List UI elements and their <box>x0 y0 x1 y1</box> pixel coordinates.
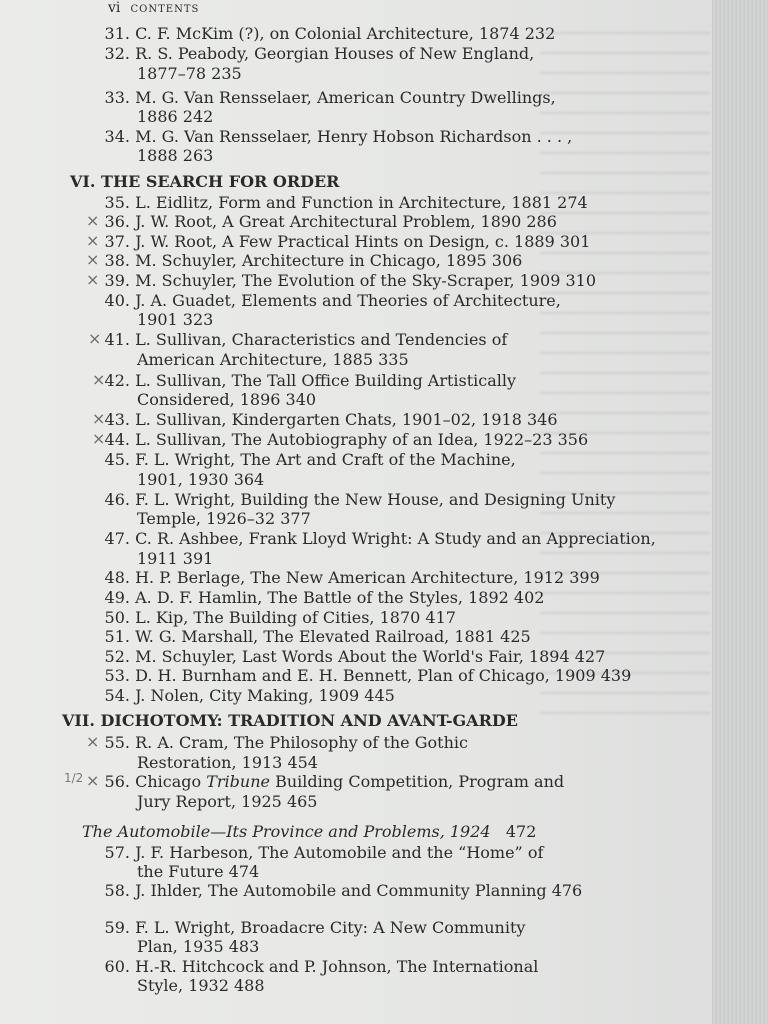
toc-entry: 59. F. L. Wright, Broadacre City: A New Community <box>104 918 526 937</box>
toc-entry: 38. M. Schuyler, Architecture in Chicago, 1895 306 <box>104 251 523 270</box>
page-number: vi <box>108 0 121 16</box>
toc-entry: 44. L. Sullivan, The Autobiography of an Idea, 1922–23 356 <box>104 430 589 449</box>
toc-entry-continued: 1886 242 <box>137 107 214 126</box>
toc-entry-continued: 1888 263 <box>137 146 214 165</box>
toc-entry-continued: the Future 474 <box>137 862 260 881</box>
toc-entry: 58. J. Ihlder, The Automobile and Community Planning 476 <box>104 881 583 900</box>
pencil-check-mark: × <box>86 732 100 751</box>
toc-entry-continued: American Architecture, 1885 335 <box>137 350 409 369</box>
running-header <box>108 0 199 16</box>
section-heading: VII. DICHOTOMY: TRADITION AND AVANT-GARDE <box>62 711 518 730</box>
toc-entry: 46. F. L. Wright, Building the New House, and Designing Unity <box>104 490 616 509</box>
pencil-check-mark: × <box>86 771 100 790</box>
pencil-check-mark: × <box>86 231 100 250</box>
pencil-check-mark: × <box>86 211 100 230</box>
toc-entry: 36. J. W. Root, A Great Architectural Problem, 1890 286 <box>104 212 557 231</box>
pencil-check-mark: × <box>92 409 106 428</box>
toc-entry-continued: 1901 323 <box>137 310 214 329</box>
toc-entry: 60. H.-R. Hitchcock and P. Johnson, The International <box>104 957 539 976</box>
toc-entry-continued: 1901, 1930 364 <box>137 470 265 489</box>
toc-entry: 37. J. W. Root, A Few Practical Hints on Design, c. 1889 301 <box>104 232 591 251</box>
toc-entry: 40. J. A. Guadet, Elements and Theories of Architecture, <box>104 291 561 310</box>
toc-entry: 32. R. S. Peabody, Georgian Houses of New England, <box>104 44 535 63</box>
header-title: CONTENTS <box>130 4 200 15</box>
toc-entry: 56. Chicago Tribune Building Competition, Program and <box>104 772 565 791</box>
bleed-through-text <box>540 20 710 720</box>
toc-entry: 50. L. Kip, The Building of Cities, 1870 417 <box>104 608 456 627</box>
toc-entry: 53. D. H. Burnham and E. H. Bennett, Plan of Chicago, 1909 439 <box>104 666 632 685</box>
toc-entry-continued: Style, 1932 488 <box>137 976 265 995</box>
toc-entry: 52. M. Schuyler, Last Words About the World's Fair, 1894 427 <box>104 647 606 666</box>
toc-entry-continued: 1911 391 <box>137 549 214 568</box>
toc-entry-continued: Considered, 1896 340 <box>137 390 317 409</box>
toc-entry-continued: Temple, 1926–32 377 <box>137 509 311 528</box>
pencil-half-note: 1/2 <box>64 771 84 785</box>
pencil-check-mark: × <box>88 329 102 348</box>
subsection-heading: The Automobile—Its Province and Problems, 1924 472 <box>82 822 537 841</box>
toc-entry: 41. L. Sullivan, Characteristics and Tendencies of <box>104 330 508 349</box>
toc-entry: 42. L. Sullivan, The Tall Office Building Artistically <box>104 371 517 390</box>
section-heading: VI. THE SEARCH FOR ORDER <box>70 172 340 191</box>
toc-entry: 33. M. G. Van Rensselaer, American Country Dwellings, <box>104 88 556 107</box>
pencil-check-mark: × <box>86 270 100 289</box>
pencil-check-mark: × <box>92 370 106 389</box>
page-edges <box>712 0 768 1024</box>
toc-entry: 54. J. Nolen, City Making, 1909 445 <box>104 686 395 705</box>
toc-entry: 51. W. G. Marshall, The Elevated Railroad, 1881 425 <box>104 627 531 646</box>
toc-entry-continued: Jury Report, 1925 465 <box>137 792 318 811</box>
toc-entry: 47. C. R. Ashbee, Frank Lloyd Wright: A Study and an Appreciation, <box>104 529 656 548</box>
toc-entry-continued: Plan, 1935 483 <box>137 937 260 956</box>
toc-entry: 43. L. Sullivan, Kindergarten Chats, 1901–02, 1918 346 <box>104 410 558 429</box>
toc-entry: 49. A. D. F. Hamlin, The Battle of the Styles, 1892 402 <box>104 588 545 607</box>
toc-entry: 35. L. Eidlitz, Form and Function in Architecture, 1881 274 <box>104 193 588 212</box>
pencil-check-mark: × <box>92 429 106 448</box>
toc-entry-continued: Restoration, 1913 454 <box>137 753 318 772</box>
pencil-check-mark: × <box>86 250 100 269</box>
toc-entry: 39. M. Schuyler, The Evolution of the Sky-Scraper, 1909 310 <box>104 271 596 290</box>
toc-entry: 34. M. G. Van Rensselaer, Henry Hobson Richardson . . . , <box>104 127 573 146</box>
toc-entry: 55. R. A. Cram, The Philosophy of the Gothic <box>104 733 468 752</box>
toc-entry: 57. J. F. Harbeson, The Automobile and the “Home” of <box>104 843 544 862</box>
toc-entry: 48. H. P. Berlage, The New American Architecture, 1912 399 <box>104 568 600 587</box>
toc-entry: 31. C. F. McKim (?), on Colonial Architecture, 1874 232 <box>104 24 556 43</box>
toc-entry: 45. F. L. Wright, The Art and Craft of the Machine, <box>104 450 516 469</box>
toc-entry-continued: 1877–78 235 <box>137 64 242 83</box>
